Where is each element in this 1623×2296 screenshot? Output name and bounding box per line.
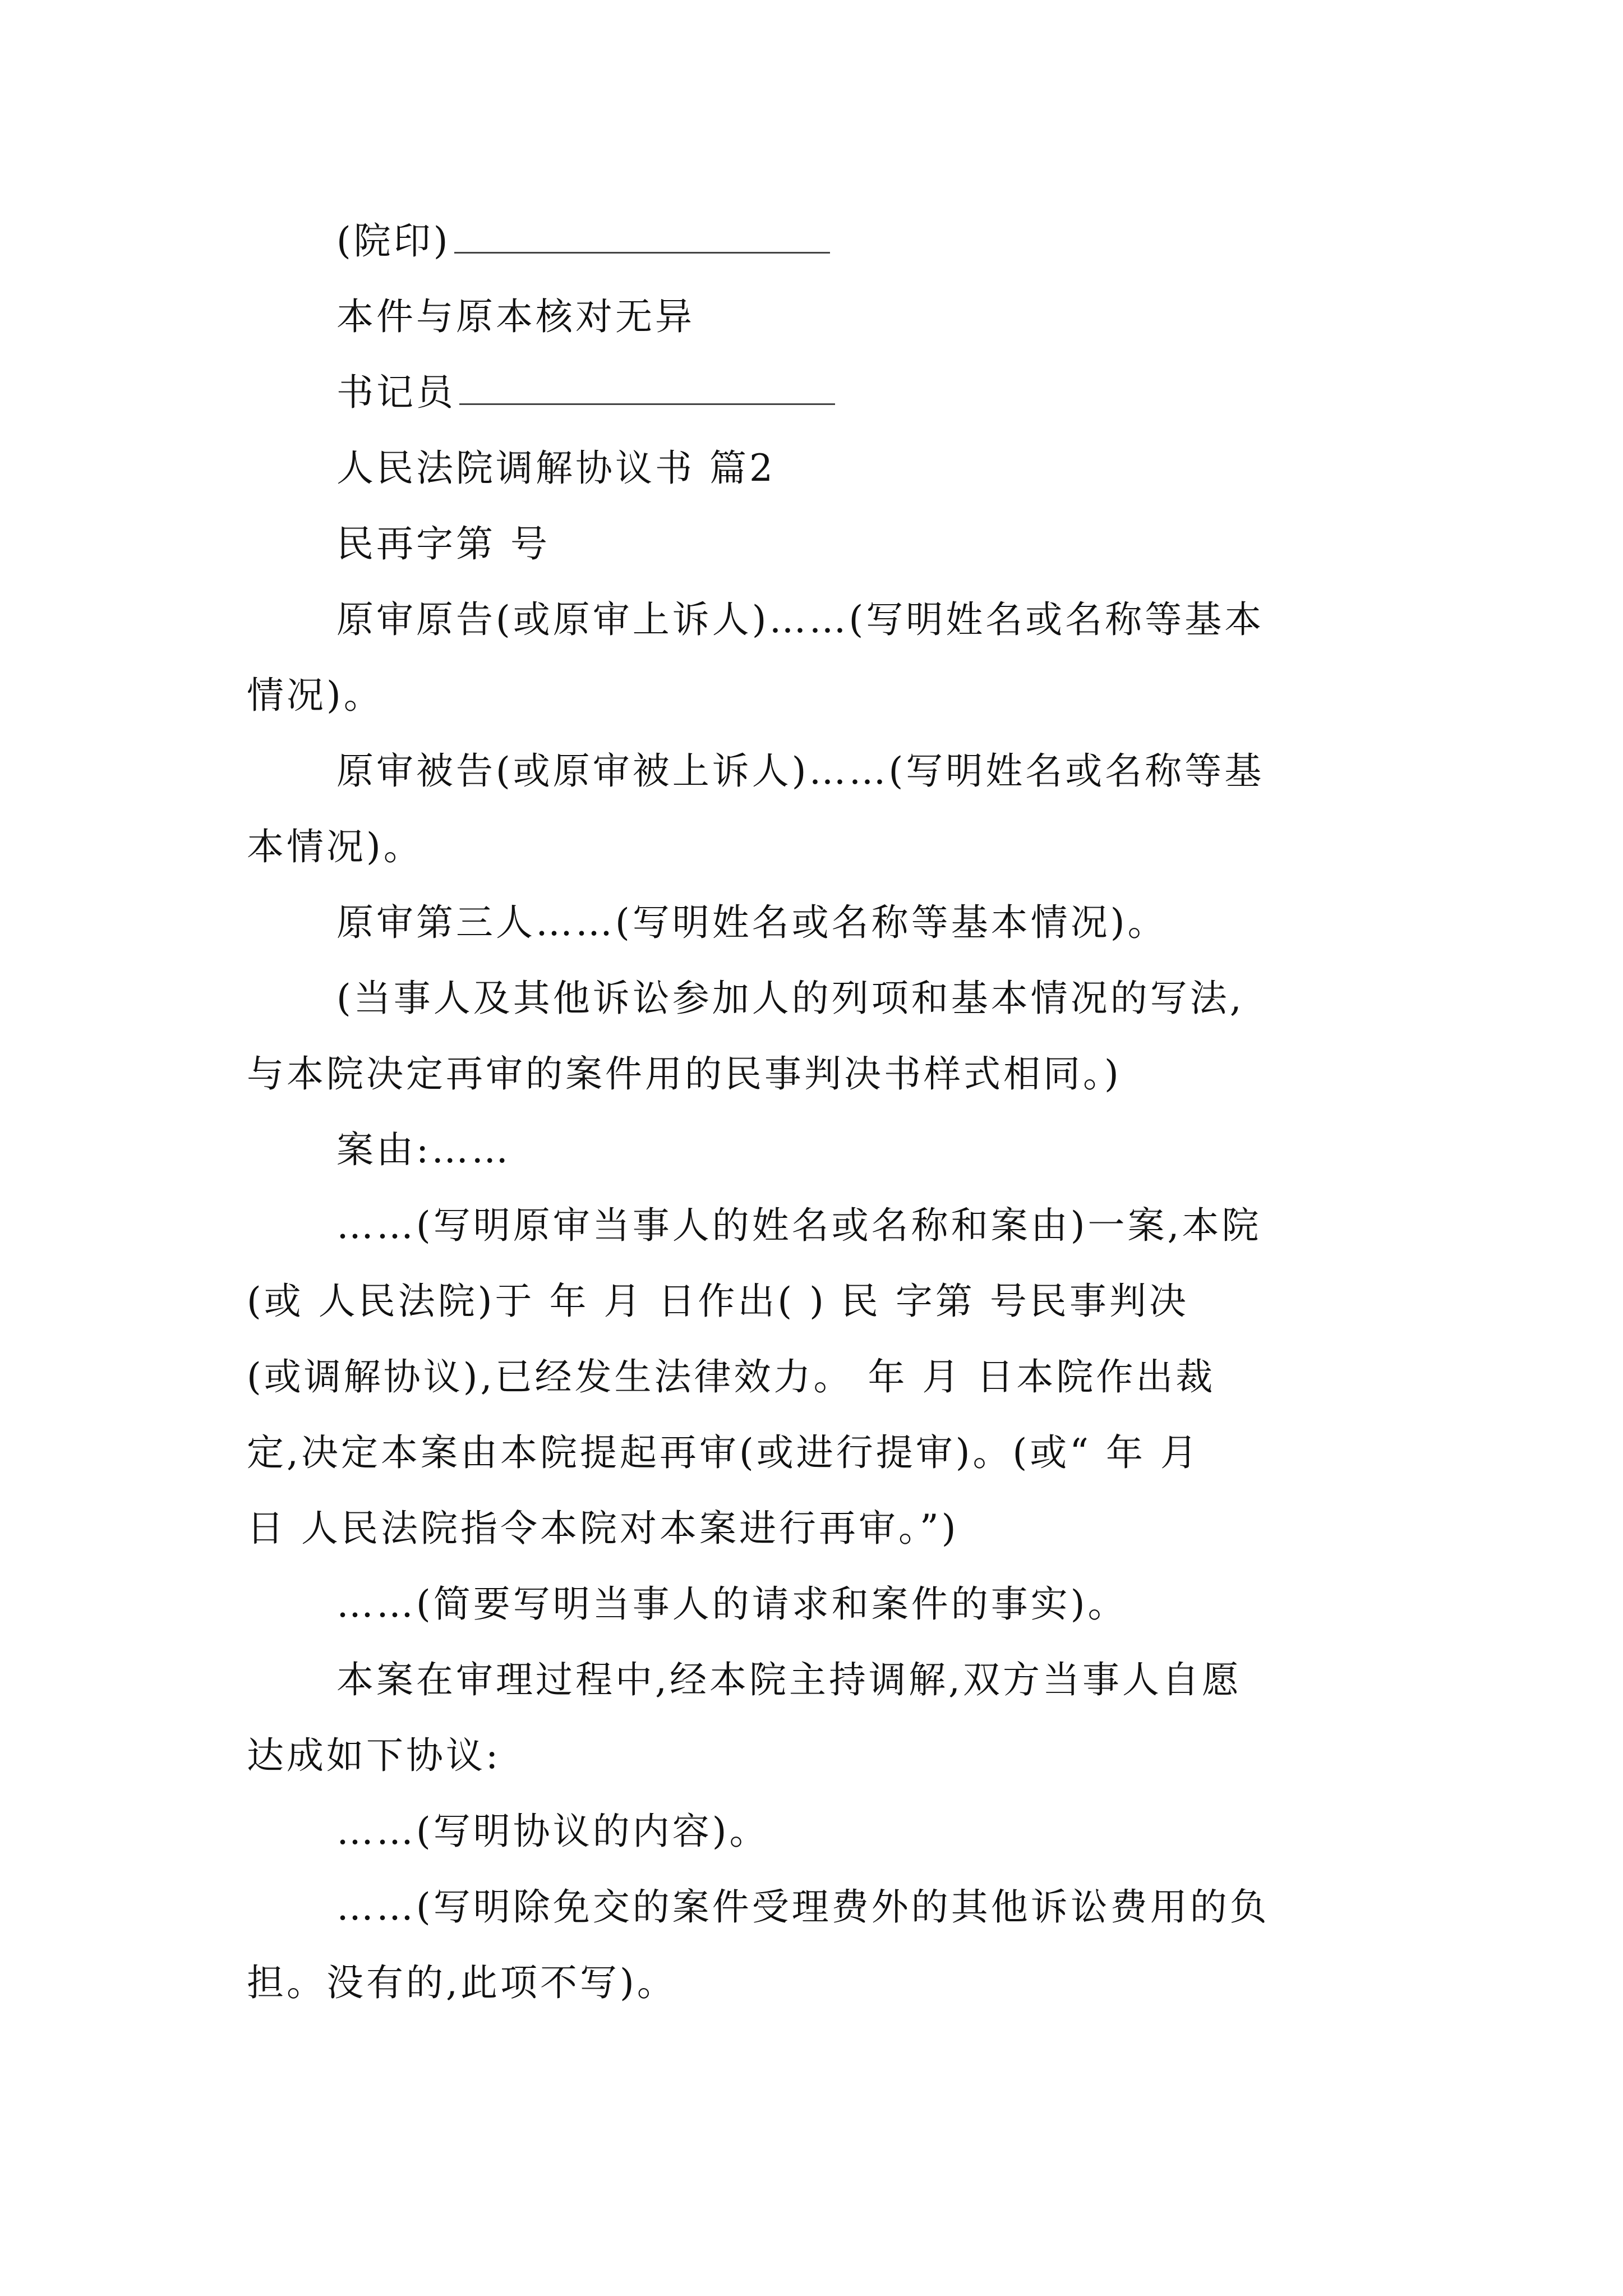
paragraph-line: 原审被告(或原审被上诉人)……(写明姓名或名称等基: [336, 749, 1265, 793]
clerk-label: 书记员: [336, 371, 456, 414]
paragraph-line: 日 人民法院指令本院对本案进行再审。”): [247, 1507, 959, 1550]
paragraph-line: 达成如下协议:: [247, 1734, 501, 1777]
paragraph-line: 原审原告(或原审上诉人)……(写明姓名或名称等基本: [336, 598, 1265, 641]
paragraph-line: 本情况)。: [247, 825, 423, 868]
paragraph-line: ……(写明协议的内容)。: [336, 1810, 769, 1853]
verification-note: 本件与原本核对无异: [336, 295, 695, 338]
paragraph-line: (或调解协议),已经发生法律效力。 年 月 日本院作出裁: [247, 1355, 1216, 1398]
paragraph-line: ……(写明除免交的案件受理费外的其他诉讼费用的负: [336, 1885, 1270, 1929]
paragraph-line: ……(写明原审当事人的姓名或名称和案由)一案,本院: [336, 1204, 1262, 1247]
clerk-blank: [459, 370, 835, 405]
paragraph-line: 情况)。: [247, 674, 384, 717]
court-seal-label: (院印): [336, 219, 451, 263]
clerk-line: [336, 367, 835, 418]
court-seal-line: [336, 216, 830, 266]
paragraph-line: 本案在审理过程中,经本院主持调解,双方当事人自愿: [336, 1658, 1242, 1701]
paragraph-line: (当事人及其他诉讼参加人的列项和基本情况的写法,: [336, 977, 1244, 1020]
paragraph-line: ……(简要写明当事人的请求和案件的事实)。: [336, 1582, 1128, 1626]
section-title: 人民法院调解协议书 篇2: [336, 447, 776, 490]
paragraph-line: (或 人民法院)于 年 月 日作出( ) 民 字第 号民事判决: [247, 1280, 1189, 1323]
paragraph-line: 定,决定本案由本院提起再审(或进行提审)。(或“ 年 月: [247, 1431, 1200, 1474]
case-number-line: 民再字第 号: [336, 522, 550, 565]
paragraph-line: 与本院决定再审的案件用的民事判决书样式相同。): [247, 1052, 1122, 1096]
court-seal-blank: [454, 218, 830, 254]
paragraph-line: 原审第三人……(写明姓名或名称等基本情况)。: [336, 901, 1168, 944]
paragraph-line: 案由:……: [336, 1128, 511, 1171]
paragraph-line: 担。没有的,此项不写)。: [247, 1961, 677, 2004]
